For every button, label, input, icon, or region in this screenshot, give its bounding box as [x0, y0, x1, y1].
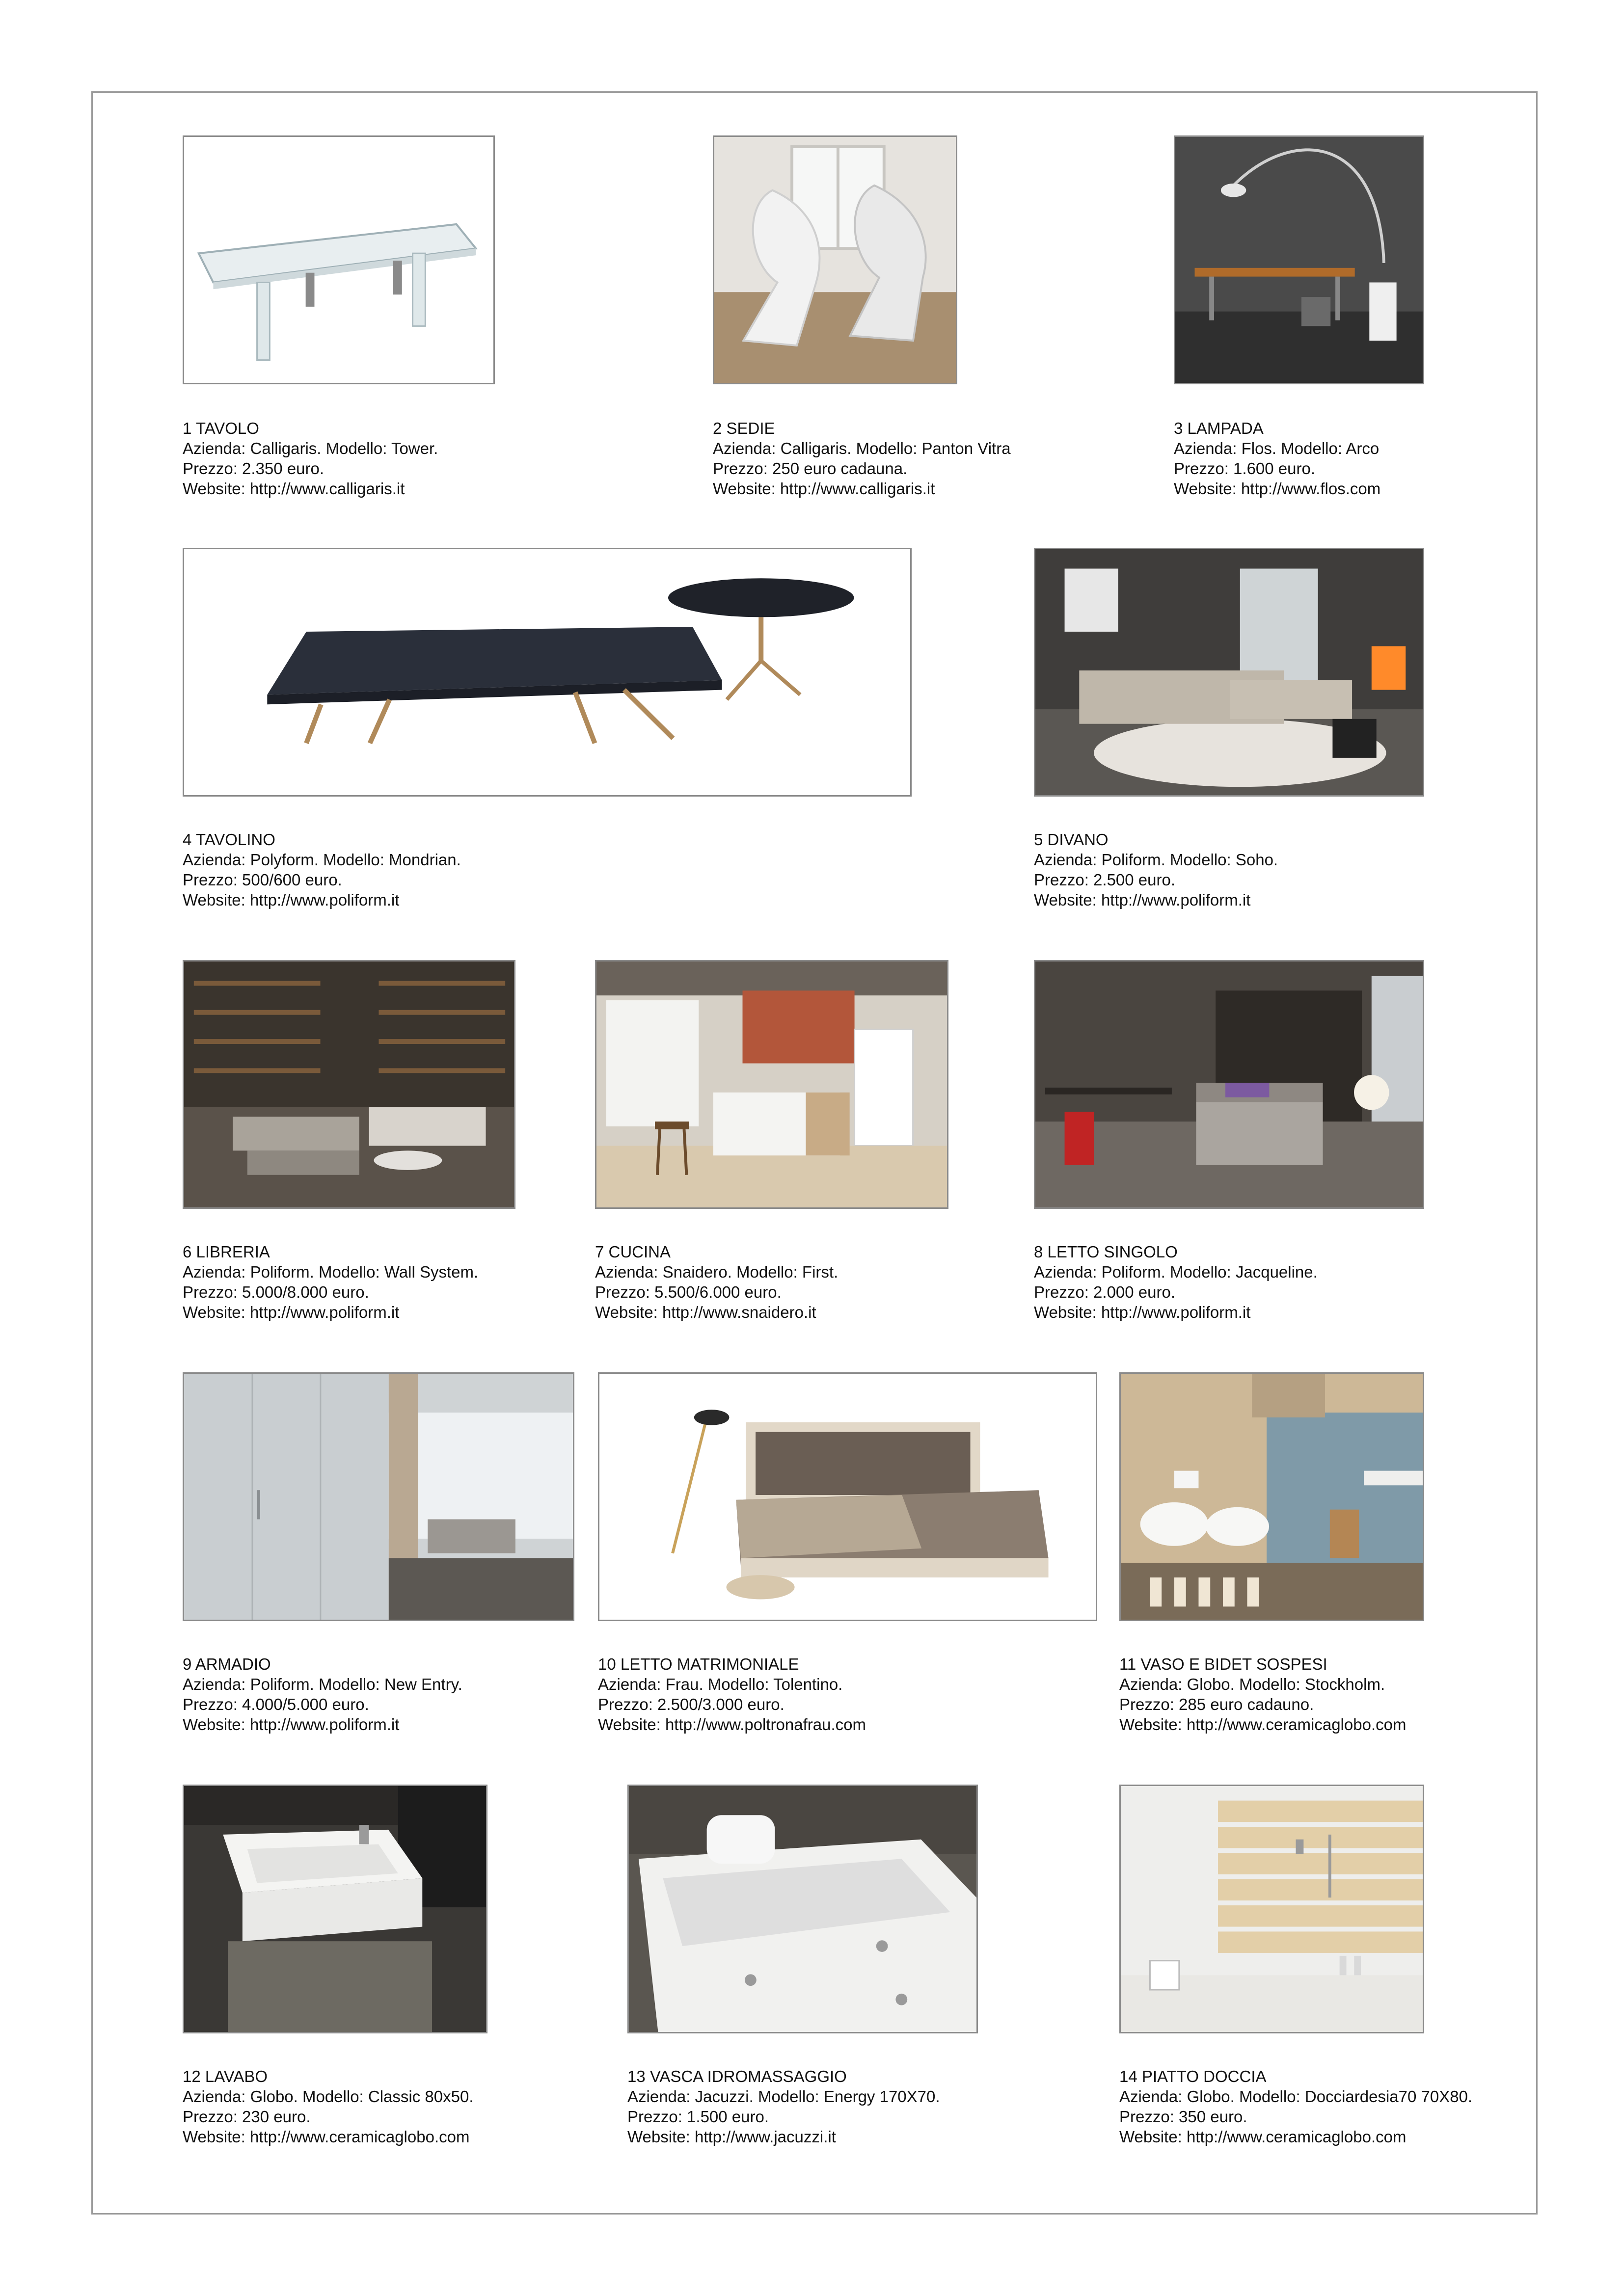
item-website: Website: http://www.calligaris.it: [713, 480, 935, 498]
item-company-model: Azienda: Poliform. Modello: Wall System.: [183, 1263, 479, 1281]
item-company-model: Azienda: Calligaris. Modello: Panton Vitra: [713, 439, 1011, 457]
item-price: Prezzo: 5.500/6.000 euro.: [595, 1283, 782, 1301]
item-price: Prezzo: 2.500/3.000 euro.: [598, 1695, 784, 1713]
item-price: Prezzo: 285 euro cadauno.: [1119, 1695, 1314, 1713]
bookcase-photo: [183, 960, 515, 1209]
sofa-room-photo: [1034, 548, 1424, 797]
item-company-model: Azienda: Flos. Modello: Arco: [1174, 439, 1380, 457]
item-price: Prezzo: 2.350 euro.: [183, 459, 325, 478]
arc-lamp-photo: [1174, 135, 1424, 384]
item-price: Prezzo: 250 euro cadauna.: [713, 459, 908, 478]
item-caption: [183, 418, 438, 499]
item-title: 6 LIBRERIA: [183, 1243, 270, 1261]
item-company-model: Azienda: Polyform. Modello: Mondrian.: [183, 851, 461, 869]
item-title: 7 CUCINA: [595, 1243, 671, 1261]
wardrobe-photo: [183, 1372, 574, 1621]
item-title: 11 VASO E BIDET SOSPESI: [1119, 1655, 1327, 1673]
item-title: 10 LETTO MATRIMONIALE: [598, 1655, 799, 1673]
item-caption: [627, 2066, 940, 2147]
bathtub-photo: [627, 1785, 978, 2033]
item-caption: [183, 1654, 462, 1735]
item-website: Website: http://www.poliform.it: [183, 891, 400, 909]
item-website: Website: http://www.snaidero.it: [595, 1303, 816, 1321]
item-caption: [1174, 418, 1380, 499]
item-caption: [183, 2066, 474, 2147]
item-company-model: Azienda: Jacuzzi. Modello: Energy 170X70.: [627, 2087, 940, 2106]
washbasin-photo: [183, 1785, 487, 2033]
coffee-table-photo: [183, 548, 912, 797]
item-company-model: Azienda: Frau. Modello: Tolentino.: [598, 1675, 843, 1693]
item-title: 3 LAMPADA: [1174, 419, 1264, 437]
item-website: Website: http://www.ceramicaglobo.com: [1119, 1715, 1407, 1734]
item-title: 2 SEDIE: [713, 419, 775, 437]
item-caption: [1034, 829, 1278, 910]
item-price: Prezzo: 500/600 euro.: [183, 871, 342, 889]
single-bed-photo: [1034, 960, 1424, 1209]
item-website: Website: http://www.poliform.it: [1034, 891, 1251, 909]
item-price: Prezzo: 2.000 euro.: [1034, 1283, 1176, 1301]
double-bed-photo: [598, 1372, 1097, 1621]
item-price: Prezzo: 230 euro.: [183, 2108, 311, 2126]
glass-table-photo: [183, 135, 495, 384]
item-title: 5 DIVANO: [1034, 830, 1109, 849]
item-website: Website: http://www.poliform.it: [1034, 1303, 1251, 1321]
item-price: Prezzo: 1.600 euro.: [1174, 459, 1316, 478]
item-title: 9 ARMADIO: [183, 1655, 271, 1673]
item-price: Prezzo: 1.500 euro.: [627, 2108, 769, 2126]
item-website: Website: http://www.ceramicaglobo.com: [1119, 2128, 1407, 2146]
item-price: Prezzo: 4.000/5.000 euro.: [183, 1695, 369, 1713]
item-company-model: Azienda: Poliform. Modello: New Entry.: [183, 1675, 462, 1693]
kitchen-photo: [595, 960, 948, 1209]
item-company-model: Azienda: Globo. Modello: Stockholm.: [1119, 1675, 1385, 1693]
item-caption: [183, 829, 461, 910]
item-company-model: Azienda: Snaidero. Modello: First.: [595, 1263, 839, 1281]
item-caption: [595, 1242, 838, 1322]
item-title: 13 VASCA IDROMASSAGGIO: [627, 2067, 847, 2085]
item-website: Website: http://www.poltronafrau.com: [598, 1715, 866, 1734]
item-title: 14 PIATTO DOCCIA: [1119, 2067, 1267, 2085]
item-caption: [598, 1654, 866, 1735]
item-website: Website: http://www.ceramicaglobo.com: [183, 2128, 470, 2146]
item-caption: [183, 1242, 478, 1322]
item-website: Website: http://www.poliform.it: [183, 1303, 400, 1321]
item-title: 4 TAVOLINO: [183, 830, 275, 849]
item-caption: [1119, 2066, 1472, 2147]
item-caption: [713, 418, 1011, 499]
item-title: 1 TAVOLO: [183, 419, 259, 437]
item-caption: [1119, 1654, 1406, 1735]
item-website: Website: http://www.flos.com: [1174, 480, 1381, 498]
item-title: 12 LAVABO: [183, 2067, 268, 2085]
white-chair-photo: [713, 135, 957, 384]
item-website: Website: http://www.jacuzzi.it: [627, 2128, 836, 2146]
item-company-model: Azienda: Calligaris. Modello: Tower.: [183, 439, 438, 457]
item-title: 8 LETTO SINGOLO: [1034, 1243, 1178, 1261]
shower-photo: [1119, 1785, 1424, 2033]
item-website: Website: http://www.poliform.it: [183, 1715, 400, 1734]
toilet-bidet-photo: [1119, 1372, 1424, 1621]
item-company-model: Azienda: Poliform. Modello: Jacqueline.: [1034, 1263, 1318, 1281]
item-caption: [1034, 1242, 1318, 1322]
item-price: Prezzo: 2.500 euro.: [1034, 871, 1176, 889]
item-website: Website: http://www.calligaris.it: [183, 480, 405, 498]
item-company-model: Azienda: Globo. Modello: Classic 80x50.: [183, 2087, 474, 2106]
item-price: Prezzo: 350 euro.: [1119, 2108, 1247, 2126]
item-company-model: Azienda: Globo. Modello: Docciardesia70 70X80.: [1119, 2087, 1473, 2106]
item-company-model: Azienda: Poliform. Modello: Soho.: [1034, 851, 1278, 869]
item-price: Prezzo: 5.000/8.000 euro.: [183, 1283, 369, 1301]
